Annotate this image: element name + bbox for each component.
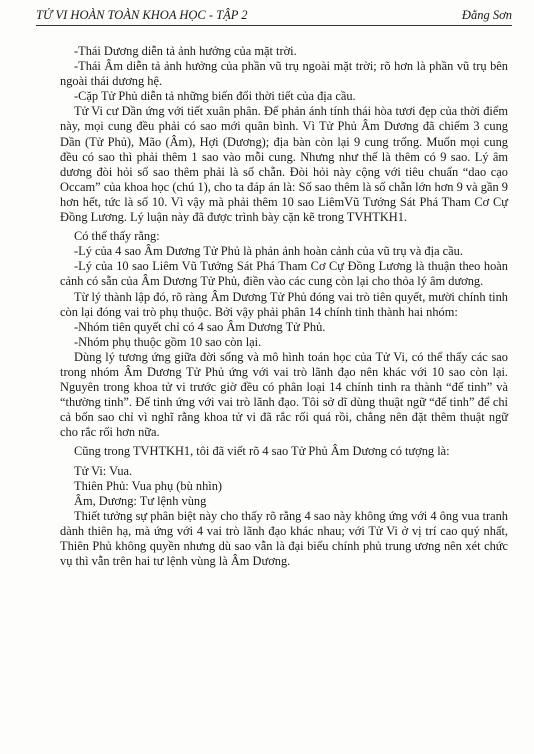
paragraph: Tử Vi cư Dần ứng với tiết xuân phân. Để phản ánh tính thái hòa tươi đẹp của thời điểm này, mọi cung đều phải có sao mới quân bình. Vì Tử Phủ Âm Dương đã chiếm 3 cung Dần (Tử Phủ), Mão (Âm), Hợi (Dương); địa bàn còn lại 9 cung trống. Muốn mọi cung đều có sao thì phải thêm 1 sao vào mỗi cung. Nhưng như thế là thêm có 9 sao. Lý âm dương đòi hỏi số sao thêm phải là số chẵn. Đòi hỏi này cộng với tiêu chuẩn “dao cạo Occam” của khoa học (chú 1), cho ta đáp án là: Số sao thêm là số chẵn lớn hơn 9 và gần 9 hơn hết, tức là số 10. Vì vậy mà phải thêm 10 sao LiêmVũ Tướng Sát Phá Tham Cơ Cự Đồng Lương. Lý luận này đã được trình bày cặn kẽ trong TVHTKH1. bbox=[60, 104, 508, 225]
paragraph: -Nhóm phụ thuộc gồm 10 sao còn lại. bbox=[74, 334, 262, 349]
paragraph: Dùng lý tương ứng giữa đời sống và mô hình toán học của Tử Vi, có thể thấy các sao trong nhóm Âm Dương Tử Phủ ứng với vai trò lãnh đạo nên khác với 10 sao còn lại. Nguyên trong khoa tử vi trước giờ đều có phân loại 14 chính tinh ra thành “đế tinh” và “thường tinh”. Đế tinh ứng với vai trò lãnh đạo. Tôi sở dĩ dùng thuật ngữ “đế tinh” để chỉ cả bốn sao chỉ vì nghĩ rằng khoa tử vi đã rắc rối quá rồi, chẳng nên đặt thêm thuật ngữ cho rắc rối hơn nữa. bbox=[60, 349, 508, 440]
paragraph: -Nhóm tiên quyết chỉ có 4 sao Âm Dương Tử Phủ. bbox=[74, 319, 326, 334]
paragraph: -Cặp Tử Phủ diễn tả những biến đổi thời tiết của địa cầu. bbox=[74, 89, 356, 104]
paragraph: Từ lý thành lập đó, rõ ràng Âm Dương Tử Phủ đóng vai trò tiên quyết, mười chính tinh còn lại đóng vai trò phụ thuộc. Bởi vậy phải phân 14 chính tinh thành hai nhóm: bbox=[60, 289, 508, 319]
paragraph: Tử Vi: Vua. bbox=[74, 463, 133, 478]
paragraph: -Lý của 10 sao Liêm Vũ Tướng Sát Phá Tham Cơ Cự Đồng Lương là thuận theo hoàn cảnh có sẵn của Âm Dương Tử Phủ, điền vào các cung còn lại cho thỏa lý âm dương. bbox=[60, 259, 508, 289]
author-name: Đằng Sơn bbox=[461, 8, 512, 22]
body-text bbox=[60, 44, 508, 569]
paragraph: Âm, Dương: Tư lệnh vùng bbox=[74, 493, 207, 508]
paragraph: -Thái Dương diễn tả ảnh hưởng của mặt trời. bbox=[74, 44, 297, 58]
paragraph: Thiết tưởng sự phân biệt này cho thấy rõ rằng 4 sao này không ứng với 4 ông vua tranh dành thiên hạ, mà ứng với 4 vai trò lãnh đạo khác nhau; với Tử Vi ở vị trí cao quý nhất, Thiên Phủ không quyền nhưng dù sao vẫn là đại biểu chính phủ trung ương nên xét chức vụ thì vẫn trên hai tư lệnh vùng là Âm Dương. bbox=[60, 508, 508, 569]
paragraph: Có thể thấy rằng: bbox=[74, 229, 160, 244]
paragraph: Thiên Phủ: Vua phụ (bù nhìn) bbox=[74, 478, 223, 493]
page-header bbox=[36, 8, 512, 26]
paragraph: Cũng trong TVHTKH1, tôi đã viết rõ 4 sao Tử Phủ Âm Dương có tượng là: bbox=[74, 444, 450, 459]
paragraph: -Lý của 4 sao Âm Dương Tử Phủ là phản ảnh hoàn cảnh của vũ trụ và địa cầu. bbox=[74, 244, 463, 259]
paragraph: -Thái Âm diễn tả ảnh hưởng của phần vũ trụ ngoài mặt trời; rõ hơn là phần vũ trụ bên ngoài thái dương hệ. bbox=[60, 59, 508, 89]
book-title: TỬ VI HOÀN TOÀN KHOA HỌC - TẬP 2 bbox=[36, 8, 248, 22]
